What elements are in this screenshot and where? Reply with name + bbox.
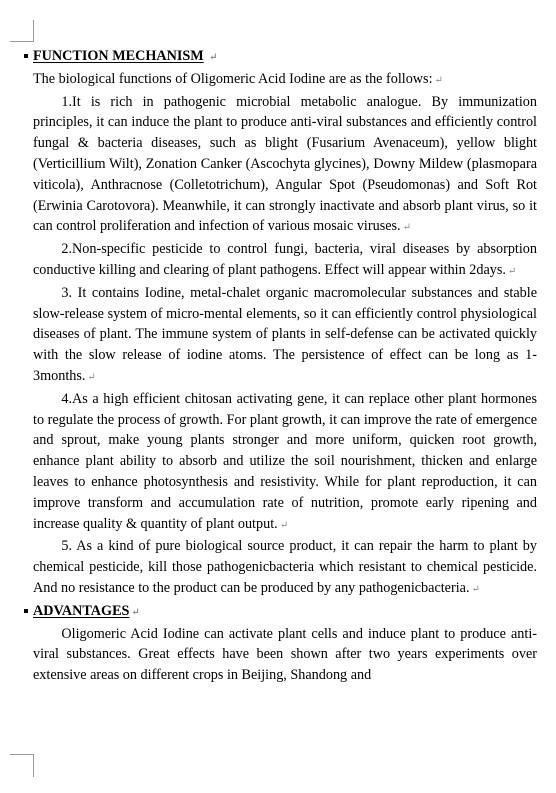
paragraph-mark-icon: ↵ (471, 583, 480, 595)
paragraph-mark-icon: ↵ (131, 606, 140, 618)
function-item-5: 5. As a kind of pure biological source product, it can repair the harm to plant by chemical pesticide, kill those pathogenicbacteria which resistant to chemical pesticide. And no resistance to the product can be produced by any pathogenicbacteria. ↵ (33, 538, 537, 596)
function-item-4: 4.As a high efficient chitosan activating gene, it can replace other plant hormones to regulate the process of growth. For plant growth, it can improve the rate of emergence and sprout, make young plants stronger and more uniform, quicken root growth, enhance plant ability to absorb and utilize the soil nourishment, thicken and enlarge leaves to enhance photosynthesis and resistivity. While for plant reproduction, it can improve transform and accumulation rate of nutrition, promote early ripening and increase quality & quantity of plant output. ↵ (33, 390, 537, 532)
paragraph-mark-icon: ↵ (87, 371, 96, 383)
paragraph-mark-icon: ↵ (434, 74, 443, 86)
paragraph-mark-icon: ↵ (209, 52, 218, 63)
paragraph-mark-icon: ↵ (507, 265, 517, 277)
function-item-2: 2.Non-specific pesticide to control fungi, bacteria, viral diseases by absorption conductive killing and clearing of plant pathogens. Effect will appear within 2days. ↵ (33, 241, 537, 278)
function-item-1: 1.It is rich in pathogenic microbial metabolic analogue. By immunization principles, it can induce the plant to produce anti-viral substances and efficiently control fungal & bacteria diseases, such as blight (Fusarium Avenaceum), yellow blight (Verticillium Wilt), Zonation Canker (Ascochyta glycines), Downy Mildew (plasmopara viticola), Anthracnose (Colletotrichum), Angular Spot (Pseudomonas) and Soft Rot (Erwinia Carotovora). Meanwhile, it can strongly inactivate and absorb plant virus, so it can control proliferation and infection of various mosaic viruses. ↵ (33, 93, 537, 235)
top-left-crop-mark (10, 20, 34, 42)
paragraph-mark-icon: ↵ (279, 519, 289, 531)
advantages-heading: ADVANTAGES ↵ (33, 601, 537, 624)
advantages-paragraph: Oligomeric Acid Iodine can activate plant cells and induce plant to produce anti-viral substances. Great effects have been shown after two years experiments over extensive areas on different crops in Beijing, Shandong and (33, 625, 537, 684)
bottom-left-crop-mark (10, 754, 34, 777)
function-item-3: 3. It contains Iodine, metal-chalet organic macromolecular substances and stable slow-release system of micro-mental elements, so it can efficiently control physiological diseases of plant. The immune system of plants in self-defense can be activated quickly with the slow release of iodine atoms. The persistence of effect can be long as 1-3months. ↵ (33, 284, 537, 384)
intro-paragraph: The biological functions of Oligomeric Acid Iodine are as the follows: ↵ (33, 70, 443, 87)
heading-bullet-icon (24, 54, 28, 58)
heading-bullet-icon (24, 609, 28, 613)
function-mechanism-heading: FUNCTION MECHANISM ↵ (33, 46, 537, 69)
paragraph-mark-icon: ↵ (402, 222, 411, 234)
document-body[interactable] (33, 46, 537, 686)
